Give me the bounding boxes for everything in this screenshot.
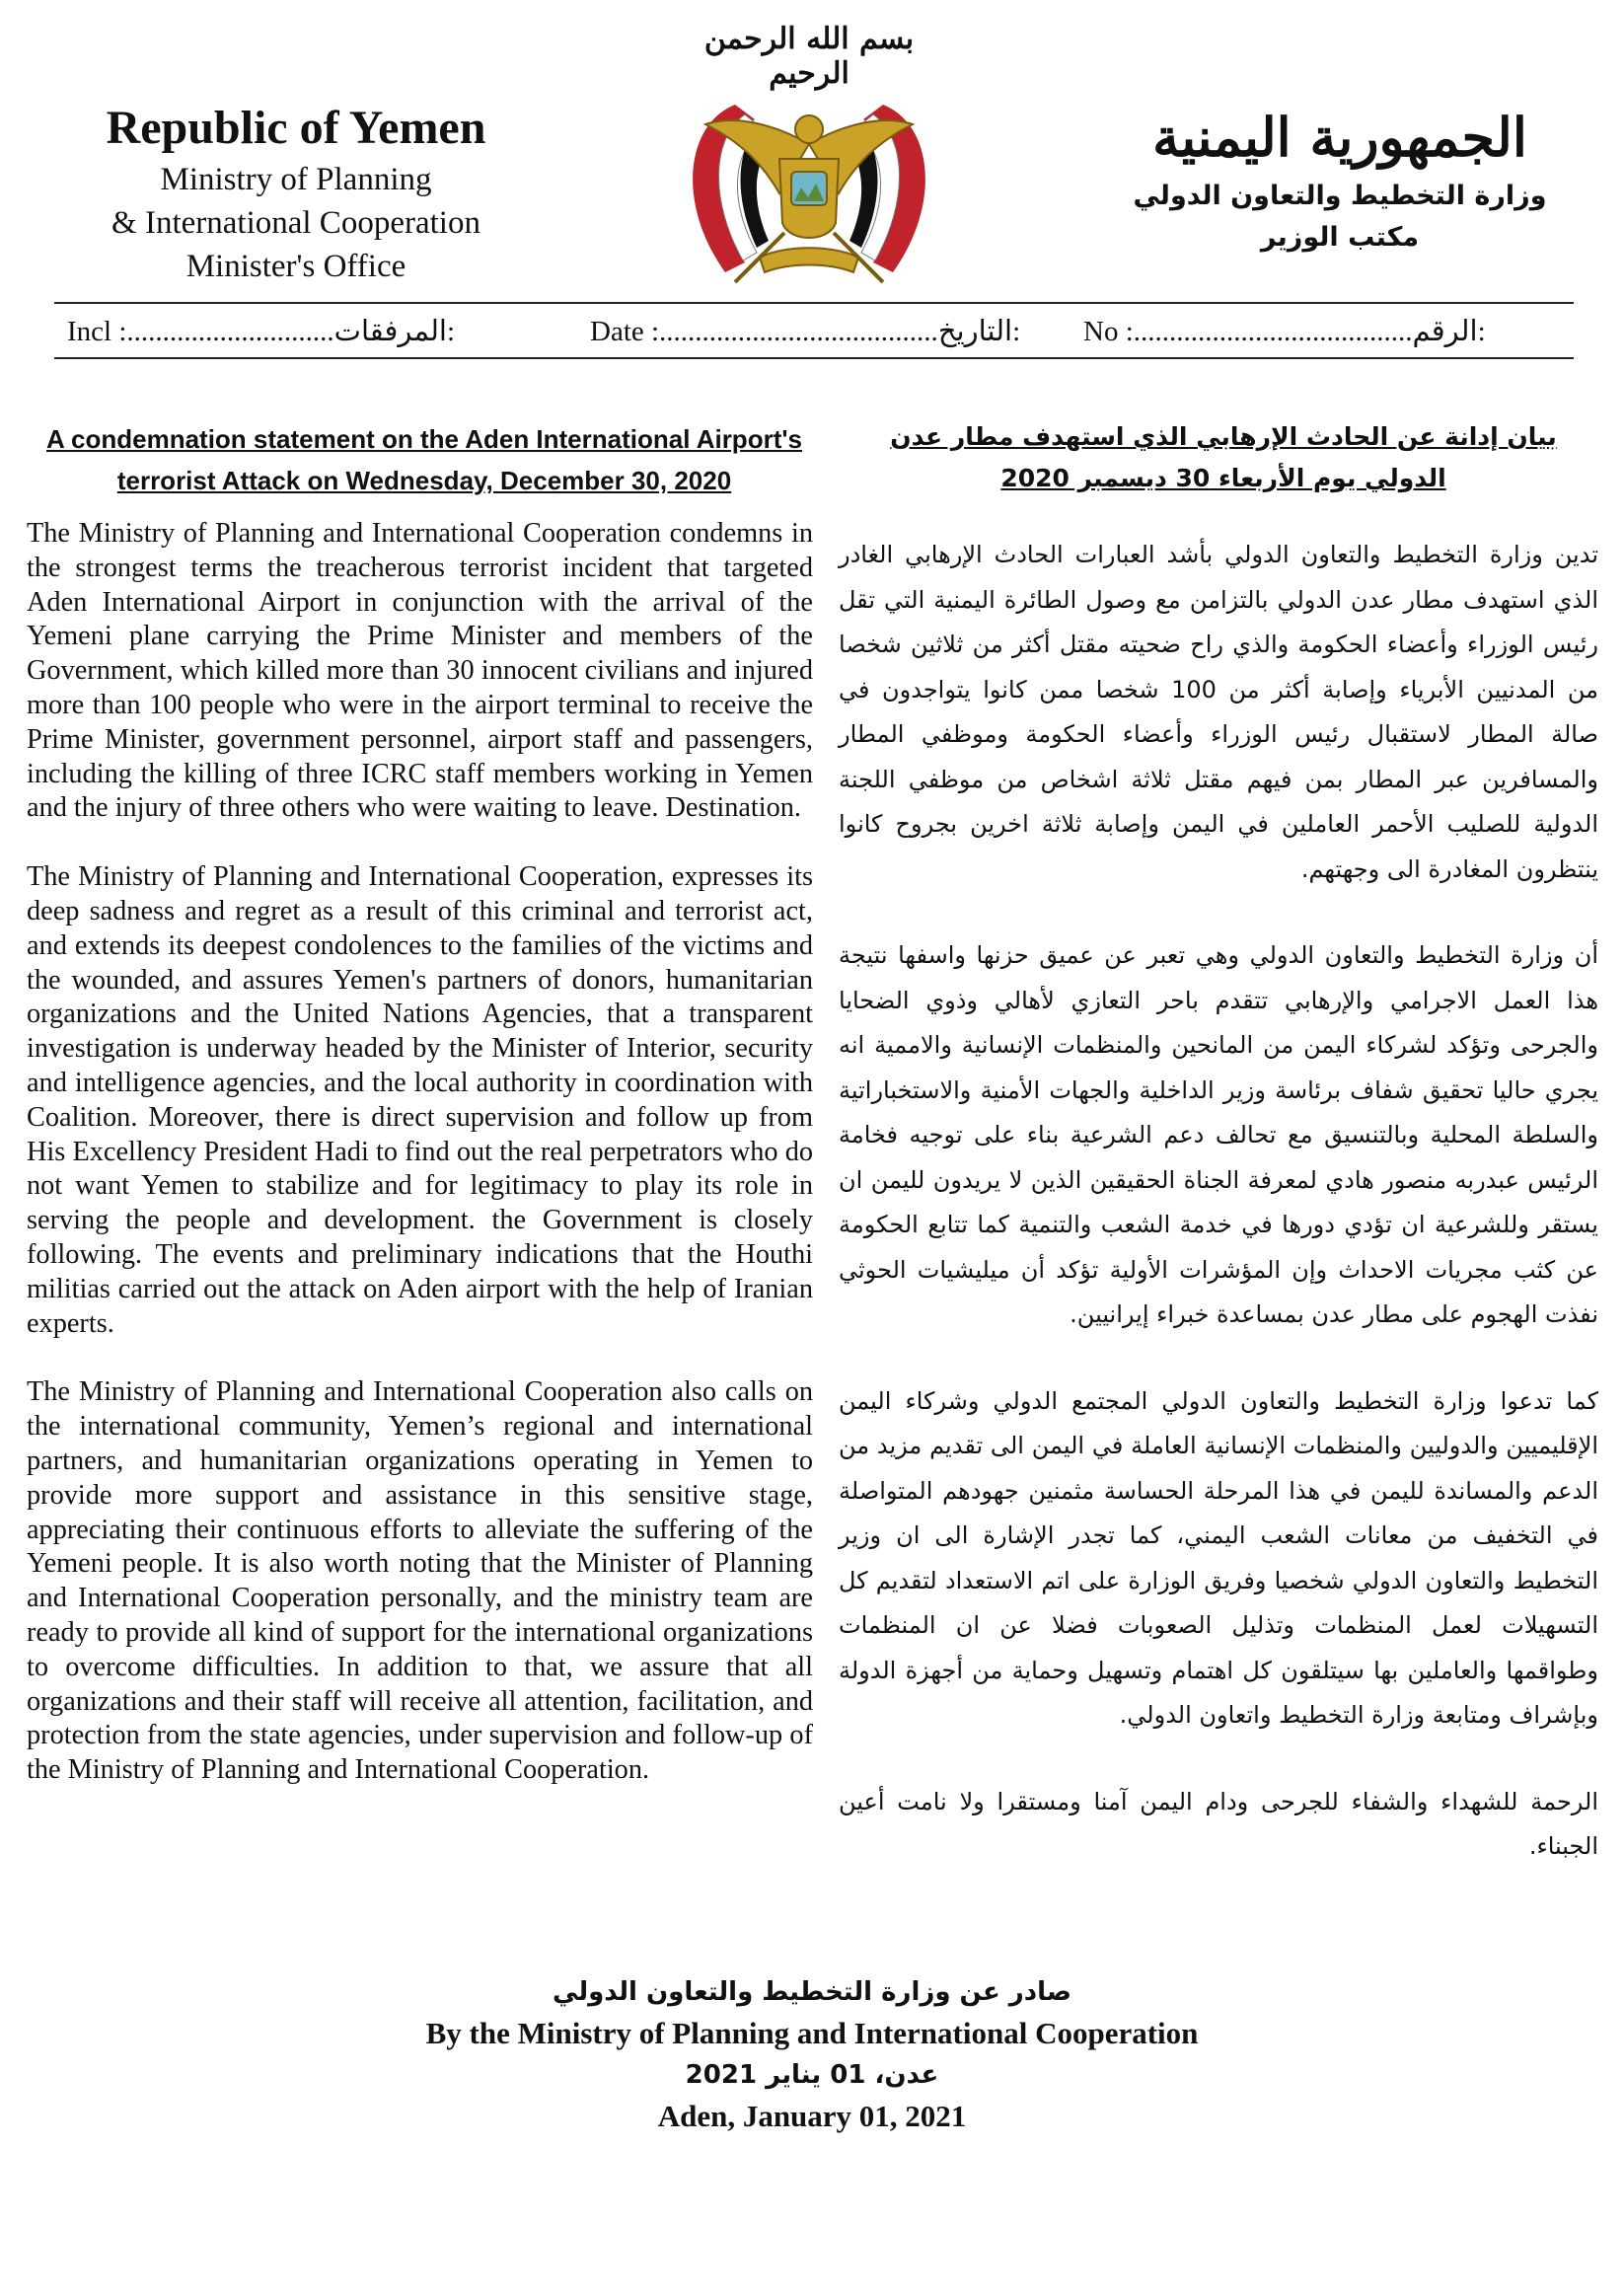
- letterhead-arabic: [1103, 99, 1577, 259]
- statement-title-ar: بيان إدانة عن الحادث الإرهابي الذي استهدف مطار عدن الدولي يوم الأربعاء 30 ديسمبر 2020: [890, 422, 1557, 492]
- paragraph-ar: تدين وزارة التخطيط والتعاون الدولي بأشد العبارات الحادث الإرهابي الغادر الذي استهدف مطار عدن الدولي بالتزامن مع وصول الطائرة اليمنية التي تقل رئيس الوزراء وأعضاء الحكومة والذي راح ضحيته مقتل أكثر من ثلاثين شخصا من المدنيين الأبرياء وإصابة أكثر من 100 شخصا ممن كانوا يتواجدون في صالة المطار لاستقبال رئيس الوزراء وأعضاء الحكومة وموظفي المطار والمسافرين عبر المطار بمن فيهم مقتل ثلاثة اشخاص من موظفي اللجنة الدولية للصليب الأحمر العاملين في اليمن وإصابة ثلاثة اخرين بجروح كانوا ينتظرون المغادرة الى وجهتهم.: [839, 541, 1598, 883]
- incl-field: Incl :.............................المرفقات:: [67, 316, 456, 347]
- ministry-line-2-en: & International Cooperation: [111, 205, 480, 241]
- statement-title-en: A condemnation statement on the Aden International Airport's terrorist Attack on Wednesday, December 30, 2020: [45, 424, 802, 495]
- issuer-ar: صادر عن وزارة التخطيط والتعاون الدولي: [553, 1977, 1071, 2007]
- office-name-en: Minister's Office: [185, 249, 406, 284]
- country-name-en: Republic of Yemen: [106, 102, 486, 154]
- english-body: [27, 517, 813, 1822]
- date-field: Date :.......................................التاريخ:: [590, 316, 1021, 347]
- issue-date-ar: عدن، 01 يناير 2021: [685, 2060, 939, 2090]
- paragraph-ar: كما تدعوا وزارة التخطيط والتعاون الدولي المجتمع الدولي وشركاء اليمن الإقليميين والدوليين والمنظمات الإنسانية العاملة في اليمن الى تقديم مزيد من الدعم والمساندة لليمن في هذا المرحلة الحساسة مثمنين جهودهم المتواصلة في التخفيف من معانات الشعب اليمني، كما تجدر الإشارة الى ان وزير التخطيط والتعاون الدولي شخصيا وفريق الوزارة على اتم الاستعداد لتقديم كل التسهيلات لعمل المنظمات وتذليل الصعوبات فضلا عن ان المنظمات وطواقمها والعاملين بها سيتلقون كل اهتمام وتسهيل وحماية من أجهزة الدولة وبإشراف ومتابعة وزارة التخطيط واتعاون الدولي.: [839, 1386, 1598, 1729]
- paragraph-ar: أن وزارة التخطيط والتعاون الدولي وهي تعبر عن عميق حزنها واسفها نتيجة هذا العمل الاجرامي والإرهابي تتقدم باحر التعازي لأهالي وذوي الضحايا والجرحى وتؤكد لشركاء اليمن من المانحين والمنظمات الإنسانية والاممية انه يجري حاليا تحقيق شفاف برئاسة وزير الداخلية والجهات الأمنية والاستخباراتية والسلطة المحلية وبالتنسيق مع تحالف دعم الشرعية بناء على توجيه فخامة الرئيس عبدربه منصور هادي لمعرفة الجناة الحقيقين الذين لا يريدون لليمن ان يستقر وللشرعية ان تؤدي دورها في خدمة الشعب والتنمية كما تتابع الحكومة عن كثب مجريات الاحداث وإن المؤشرات الأولية تؤكد أن ميليشيات الحوثي نفذت الهجوم على مطار عدن بمساعدة خبراء إيرانيين.: [839, 941, 1598, 1328]
- paragraph-en: The Ministry of Planning and International Cooperation condemns in the strongest terms the treacherous terrorist incident that targeted Aden International Airport in conjunction with the arrival of the Yemeni plane carrying the Prime Minister and members of the Government, which killed more than 30 innocent civilians and injured more than 100 people who were in the airport terminal to receive the Prime Minister, government personnel, airport staff and passengers, including the killing of three ICRC staff members working in Yemen and the injury of three others who were waiting to leave. Destination.: [27, 518, 813, 824]
- ministry-name-ar: وزارة التخطيط والتعاون الدولي: [1133, 181, 1547, 211]
- paragraph-en: The Ministry of Planning and International Cooperation, expresses its deep sadness and regret as a result of this criminal and terrorist act, and extends its deepest condolences to the families of the victims and the wounded, and assures Yemen's partners of donors, humanitarian organizations and the United Nations Agencies, that a transparent investigation is underway headed by the Minister of Interior, security and intelligence agencies, and the local authority in coordination with Coalition. Moreover, there is direct supervision and follow up from His Excellency President Hadi to find out the real perpetrators who do not want Yemen to stabilize and for legitimacy to play its role in serving the people and development. the Government is closely following. The events and preliminary indications that the Houthi militias carried out the attack on Aden airport with the help of Iranian experts.: [27, 861, 813, 1339]
- issuer-footer: [197, 1971, 1427, 2137]
- paragraph-en: The Ministry of Planning and International Cooperation also calls on the international community, Yemen’s regional and international partners, and humanitarian organizations operating in Yemen to provide more support and assistance in this sensitive stage, appreciating their continuous efforts to alleviate the suffering of the Yemeni people. It is also worth noting that the Minister of Planning and International Cooperation personally, and the ministry team are ready to provide all kind of support for the international organizations to overcome difficulties. In addition to that, we assure that all organizations and their staff will receive all attention, facilitation, and protection from the state agencies, under supervision and follow-up of the Ministry of Planning and International Cooperation.: [27, 1376, 813, 1786]
- country-name-ar: الجمهورية اليمنية: [1152, 106, 1527, 169]
- office-name-ar: مكتب الوزير: [1260, 222, 1420, 253]
- paragraph-ar: الرحمة للشهداء والشفاء للجرحى ودام اليمن آمنا ومستقرا ولا نامت أعين الجبناء.: [839, 1787, 1598, 1860]
- ministry-line-1-en: Ministry of Planning: [160, 162, 432, 197]
- header-divider-top: [54, 302, 1574, 304]
- header-divider-bottom: [54, 357, 1574, 359]
- letterhead-english: [39, 99, 553, 288]
- issuer-en: By the Ministry of Planning and International Cooperation: [425, 2016, 1199, 2050]
- arabic-body: [839, 533, 1598, 1911]
- basmala-calligraphy: بسم الله الرحمن الرحيم: [703, 22, 915, 91]
- issue-date-en: Aden, January 01, 2021: [657, 2099, 967, 2133]
- yemen-emblem-icon: [666, 85, 952, 302]
- number-field: No :.......................................الرقم:: [1083, 316, 1486, 347]
- reference-line: [67, 314, 1567, 353]
